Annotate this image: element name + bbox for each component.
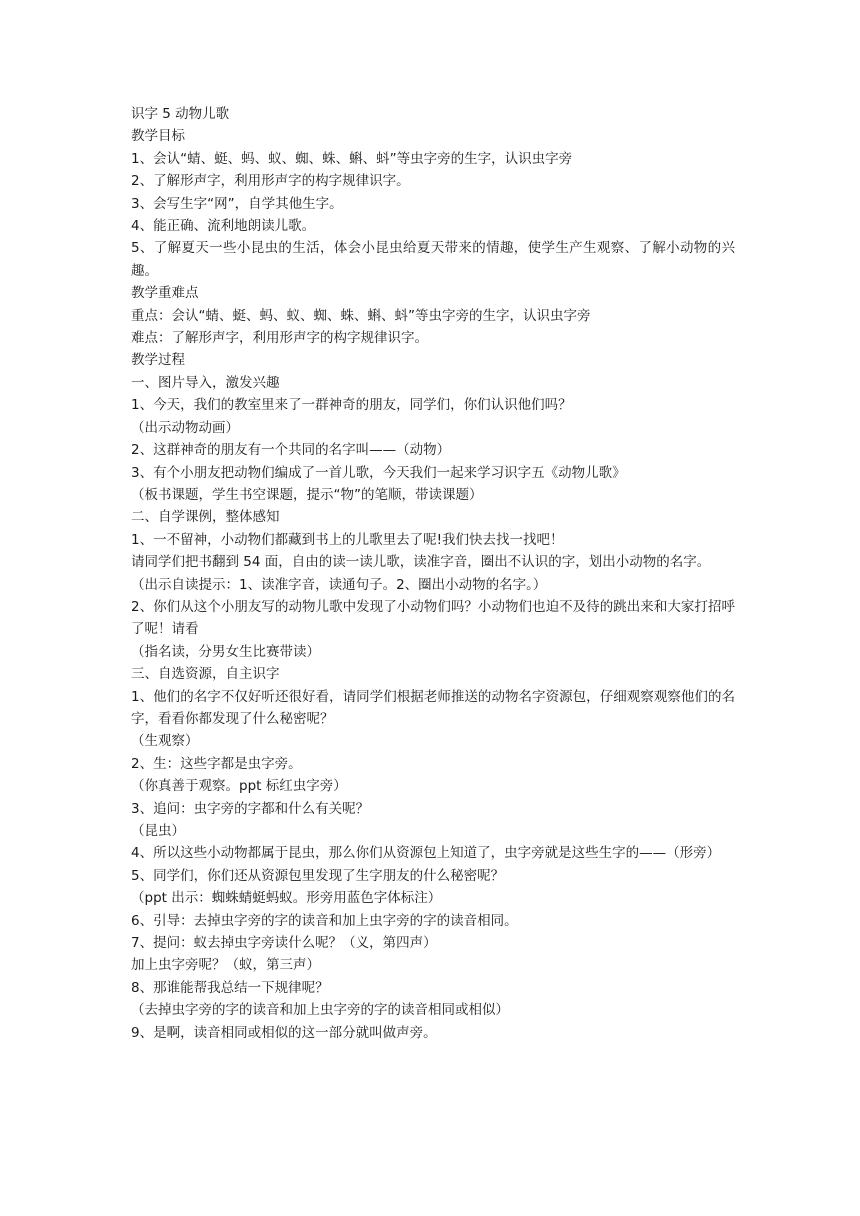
step-heading-2: 二、自学课例，整体感知 bbox=[131, 509, 280, 526]
paragraph: （ppt 出示：蜘蛛蜻蜓蚂蚁。形旁用蓝色字体标注） bbox=[131, 890, 442, 907]
paragraph: 2、这群神奇的朋友有一个共同的名字叫——（动物） bbox=[131, 442, 451, 459]
paragraph: （板书课题，学生书空课题，提示“物”的笔顺，带读课题） bbox=[131, 486, 483, 503]
step-heading-3: 三、自选资源，自主识字 bbox=[131, 666, 280, 683]
section-heading-objectives: 教学目标 bbox=[131, 128, 185, 145]
paragraph: 2、生：这些字都是虫字旁。 bbox=[131, 755, 302, 772]
paragraph: 1、他们的名字不仅好听还很好看，请同学们根据老师推送的动物名字资源包，仔细观察观察他们的名字，看看你都发现了什么秘密呢？ bbox=[131, 688, 735, 727]
paragraph: 1、一不留神，小动物们都藏到书上的儿歌里去了呢!我们快去找一找吧！ bbox=[131, 531, 564, 548]
paragraph: 4、所以这些小动物都属于昆虫，那么你们从资源包上知道了，虫字旁就是这些生字的——（形旁） bbox=[131, 845, 721, 862]
difficult-point: 难点：了解形声字，利用形声字的构字规律识字。 bbox=[131, 330, 428, 347]
objective-5: 5、了解夏天一些小昆虫的生活，体会小昆虫给夏天带来的情趣，使学生产生观察、了解小动物的兴趣。 bbox=[131, 240, 735, 279]
objective-1: 1、会认“蜻、蜓、蚂、蚁、蜘、蛛、蝌、蚪”等虫字旁的生字，认识虫字旁 bbox=[131, 150, 573, 167]
key-point: 重点：会认“蜻、蜓、蚂、蚁、蜘、蛛、蝌、蚪”等虫字旁的生字，认识虫字旁 bbox=[131, 307, 591, 324]
paragraph: 1、今天，我们的教室里来了一群神奇的朋友，同学们，你们认识他们吗？ bbox=[131, 397, 572, 414]
paragraph: 3、追问：虫字旁的字都和什么有关呢？ bbox=[131, 800, 370, 817]
objective-4: 4、能正确、流利地朗读儿歌。 bbox=[131, 218, 316, 235]
objective-3: 3、会写生字“网”，自学其他生字。 bbox=[131, 195, 343, 212]
paragraph: （你真善于观察。ppt 标红虫字旁） bbox=[131, 778, 347, 795]
paragraph: 2、你们从这个小朋友写的动物儿歌中发现了小动物们吗？小动物们也迫不及待的跳出来和大家打招呼了呢！请看 bbox=[131, 598, 735, 638]
objective-2: 2、了解形声字，利用形声字的构字规律识字。 bbox=[131, 173, 410, 190]
paragraph: （指名读，分男女生比赛带读） bbox=[131, 643, 320, 660]
paragraph: 9、是啊，读音相同或相似的这一部分就叫做声旁。 bbox=[131, 1024, 437, 1041]
step-heading-1: 一、图片导入，激发兴趣 bbox=[131, 374, 280, 391]
document-body bbox=[131, 103, 735, 1044]
paragraph: 6、引导：去掉虫字旁的字的读音和加上虫字旁的字的读音相同。 bbox=[131, 912, 518, 929]
section-heading-process: 教学过程 bbox=[131, 352, 185, 369]
paragraph: 3、有个小朋友把动物们编成了一首儿歌，今天我们一起来学习识字五《动物儿歌》 bbox=[131, 464, 626, 481]
paragraph: 7、提问：蚁去掉虫字旁读什么呢？（义，第四声） bbox=[131, 935, 437, 952]
paragraph: （出示动物动画） bbox=[131, 419, 239, 436]
paragraph: （去掉虫字旁的字的读音和加上虫字旁的字的读音相同或相似） bbox=[131, 1002, 509, 1019]
section-heading-key-points: 教学重难点 bbox=[131, 285, 199, 302]
paragraph: （出示自读提示：1、读准字音，读通句子。2、圈出小动物的名字。） bbox=[131, 576, 547, 593]
paragraph: 5、同学们，你们还从资源包里发现了生字朋友的什么秘密呢？ bbox=[131, 867, 505, 884]
paragraph: （生观察） bbox=[131, 733, 199, 750]
paragraph: 请同学们把书翻到 54 面，自由的读一读儿歌，读准字音，圈出不认识的字，划出小动物的名字。 bbox=[131, 554, 711, 571]
paragraph: 8、那谁能帮我总结一下规律呢？ bbox=[131, 979, 329, 996]
lesson-title: 识字 5 动物儿歌 bbox=[131, 106, 230, 122]
paragraph: （昆虫） bbox=[131, 823, 185, 839]
paragraph: 加上虫字旁呢？（蚁，第三声） bbox=[131, 957, 320, 974]
